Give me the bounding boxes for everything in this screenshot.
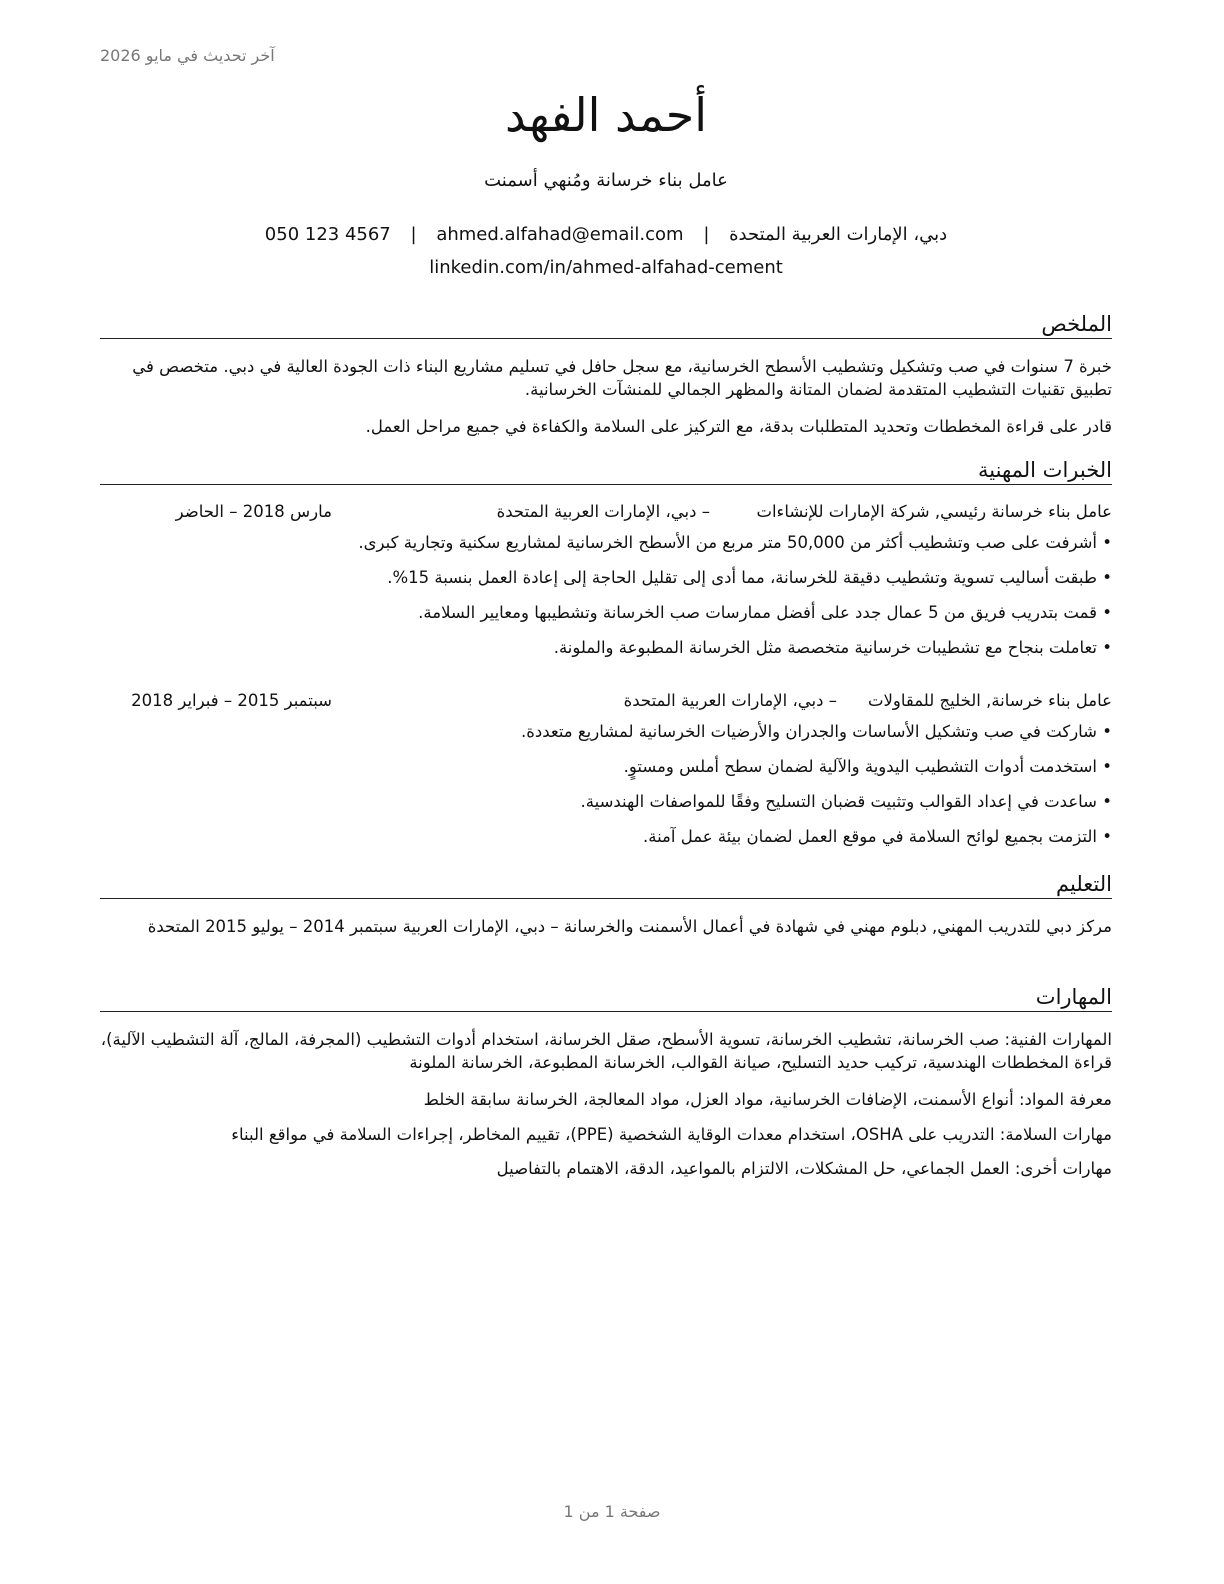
contact-phone: 050 123 4567: [264, 224, 391, 245]
summary-paragraph: قادر على قراءة المخططات وتحديد المتطلبات بدقة، مع التركيز على السلامة والكفاءة في جميع مراحل العمل.: [365, 417, 1112, 436]
contact-separator: |: [410, 224, 417, 245]
education-entry: مركز دبي للتدريب المهني, دبلوم مهني في شهادة في أعمال الأسمنت والخرسانة – دبي، الإمارات العربية سبتمبر 2014 – يوليو 2015 المتحدة: [147, 917, 1112, 936]
job-location: – دبي، الإمارات العربية المتحدة: [496, 502, 710, 521]
job-bullet: • تعاملت بنجاح مع تشطيبات خرسانية متخصصة مثل الخرسانة المطبوعة والملونة.: [553, 638, 1112, 657]
candidate-name: أحمد الفهد: [505, 88, 707, 142]
contact-separator: |: [703, 224, 710, 245]
experience-heading: الخبرات المهنية: [100, 457, 1112, 485]
job-bullet: • التزمت بجميع لوائح السلامة في موقع العمل لضمان بيئة عمل آمنة.: [642, 827, 1112, 846]
linkedin-link[interactable]: linkedin.com/in/ahmed-alfahad-cement: [429, 257, 783, 278]
job-role: عامل بناء خرسانة, الخليج للمقاولات: [867, 691, 1112, 710]
summary-paragraph: خبرة 7 سنوات في صب وتشكيل وتشطيب الأسطح الخرسانية، مع سجل حافل في تسليم مشاريع البناء ذات الجودة العالية في دبي. متخصص في تطبيق تقنيات التشطيب المتقدمة لضمان المتانة والمظهر الجمالي للمنشآت الخرسانية.: [132, 357, 1112, 400]
summary-heading: الملخص: [100, 311, 1112, 339]
page-number: صفحة 1 من 1: [563, 1502, 661, 1521]
skills-heading: المهارات: [100, 984, 1112, 1012]
contact-location: دبي، الإمارات العربية المتحدة: [729, 224, 948, 245]
job-dates: مارس 2018 – الحاضر: [175, 502, 332, 521]
skills-technical: المهارات الفنية: صب الخرسانة، تشطيب الخرسانة، تسوية الأسطح، صقل الخرسانة، استخدام أدوات التشطيب (المجرفة، المالج، آلة التشطيب الآلية)، قراءة المخططات الهندسية، تركيب حديد التسليح، صيانة القوالب، الخرسانة المطبوعة، الخرسانة الملونة: [100, 1030, 1112, 1073]
candidate-title: عامل بناء خرسانة ومُنهي أسمنت: [484, 170, 728, 191]
job-dates: سبتمبر 2015 – فبراير 2018: [131, 691, 332, 710]
job-bullet: • قمت بتدريب فريق من 5 عمال جدد على أفضل ممارسات صب الخرسانة وتشطيبها ومعايير السلامة.: [418, 603, 1112, 622]
skills-materials: معرفة المواد: أنواع الأسمنت، الإضافات الخرسانية، مواد العزل، مواد المعالجة، الخرسانة سابقة الخلط: [423, 1090, 1112, 1109]
job-role: عامل بناء خرسانة رئيسي, شركة الإمارات للإنشاءات: [756, 502, 1112, 521]
contact-email[interactable]: ahmed.alfahad@email.com: [436, 224, 684, 245]
last-updated-note: آخر تحديث في مايو 2026: [100, 46, 275, 65]
skills-other: مهارات أخرى: العمل الجماعي، حل المشكلات، الالتزام بالمواعيد، الدقة، الاهتمام بالتفاصيل: [496, 1159, 1112, 1178]
job-location: – دبي، الإمارات العربية المتحدة: [623, 691, 837, 710]
job-bullet: • ساعدت في إعداد القوالب وتثبيت قضبان التسليح وفقًا للمواصفات الهندسية.: [580, 792, 1112, 811]
job-bullet: • طبقت أساليب تسوية وتشطيب دقيقة للخرسانة، مما أدى إلى تقليل الحاجة إلى إعادة العمل بنسبة 15%.: [387, 568, 1112, 587]
job-bullet: • استخدمت أدوات التشطيب اليدوية والآلية لضمان سطح أملس ومستوٍ.: [623, 757, 1112, 776]
job-bullet: • شاركت في صب وتشكيل الأساسات والجدران والأرضيات الخرسانية لمشاريع متعددة.: [520, 722, 1112, 741]
education-heading: التعليم: [100, 871, 1112, 899]
contact-line: [100, 224, 1112, 245]
skills-safety: مهارات السلامة: التدريب على OSHA، استخدام معدات الوقاية الشخصية (PPE)، تقييم المخاطر، إجراءات السلامة في مواقع البناء: [231, 1125, 1112, 1144]
job-bullet: • أشرفت على صب وتشطيب أكثر من 50,000 متر مربع من الأسطح الخرسانية لمشاريع سكنية وتجارية كبرى.: [358, 533, 1112, 552]
